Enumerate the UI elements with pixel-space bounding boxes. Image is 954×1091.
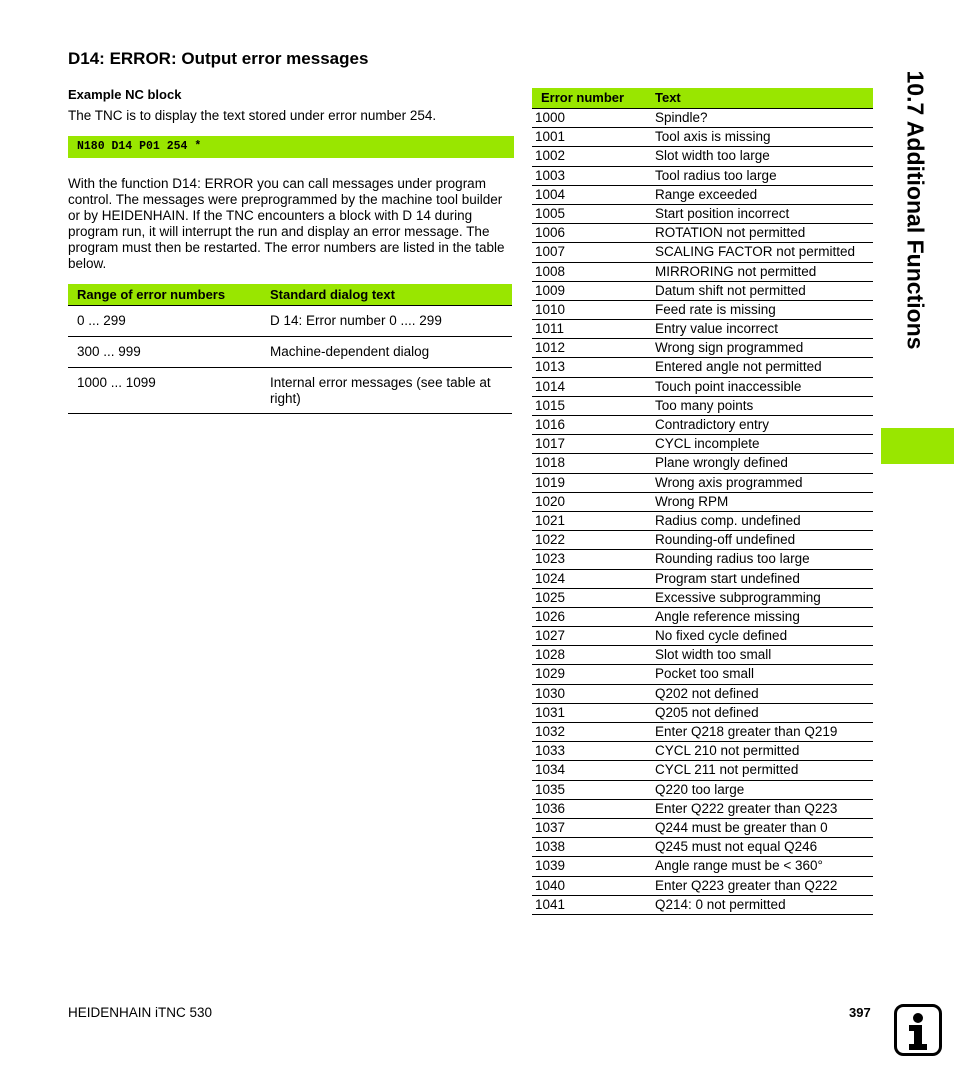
table-row [532,109,873,128]
error-text-cell: Pocket too small [655,666,755,682]
table-row [532,358,873,377]
range-table [68,284,512,414]
error-text-cell: Slot width too large [655,148,770,164]
dialog-text-cell: Machine-dependent dialog [270,344,430,359]
table-row [532,742,873,761]
error-number-cell: 1022 [535,532,566,548]
example-description: The TNC is to display the text stored under error number 254. [68,108,437,123]
table-row [532,531,873,550]
table-row [532,761,873,780]
error-text-cell: ROTATION not permitted [655,225,806,241]
error-text-cell: Tool axis is missing [655,129,771,145]
range-table-row [68,368,512,414]
error-table-body [532,109,873,915]
table-row [532,896,873,915]
error-number-cell: 1016 [535,417,566,432]
error-number-cell: 1011 [535,321,565,337]
error-text-cell: Angle range must be < 360° [655,858,823,874]
range-cell: 300 ... 999 [77,344,141,359]
table-row [532,665,873,684]
error-number-cell: 1017 [535,436,566,452]
error-number-cell: 1004 [535,186,566,202]
error-number-cell: 1033 [535,743,566,759]
error-text-cell: Wrong RPM [655,493,729,509]
error-text-cell: Contradictory entry [655,417,770,432]
error-number-cell: 1007 [535,244,566,260]
example-heading: Example NC block [68,87,182,102]
error-text-cell: Wrong axis programmed [655,474,803,490]
body-paragraph: With the function D14: ERROR you can call messages under program control. The messages were preprogrammed by the machine tool builder or by HEIDENHAIN. If the TNC encounters a block with D 14 during program run, it will interrupt the run and display an error message. The program must then be restarted. The error numbers are listed in the table below. [68,176,505,271]
info-icon [894,1004,942,1056]
error-number-cell: 1035 [535,781,566,797]
range-cell: 1000 ... 1099 [77,375,156,390]
error-number-cell: 1014 [535,378,566,394]
nc-code-block: N180 D14 P01 254 * [68,136,514,158]
error-number-cell: 1030 [535,685,566,701]
section-title: D14: ERROR: Output error messages [68,49,369,68]
table-row [532,378,873,397]
error-number-cell: 1028 [535,647,566,663]
table-row [532,397,873,416]
error-number-cell: 1038 [535,839,566,855]
error-number-cell: 1019 [535,474,566,490]
table-row [532,186,873,205]
error-number-cell: 1031 [535,704,566,720]
error-number-cell: 1034 [535,762,566,778]
error-text-cell: Q245 must not equal Q246 [655,839,818,855]
error-number-cell: 1025 [535,589,566,605]
error-header-number: Error number [541,90,625,105]
error-text-cell: CYCL 211 not permitted [655,762,799,778]
dialog-text-cell: Internal error messages (see table at right) [270,375,491,406]
error-text-cell: Slot width too small [655,647,772,663]
error-text-cell: Range exceeded [655,186,758,202]
dialog-text-cell: D 14: Error number 0 .... 299 [270,313,442,328]
error-number-cell: 1024 [535,570,566,586]
table-row [532,474,873,493]
table-row [532,512,873,531]
page-number: 397 [849,1005,871,1020]
error-number-cell: 1021 [535,512,566,528]
error-number-cell: 1013 [535,359,566,375]
error-text-cell: Enter Q222 greater than Q223 [655,800,838,816]
error-text-cell: CYCL 210 not permitted [655,743,800,759]
error-table [532,88,873,915]
error-text-cell: Rounding-off undefined [655,532,796,548]
error-number-cell: 1001 [535,129,566,145]
table-row [532,205,873,224]
error-text-cell: Spindle? [655,110,708,125]
error-text-cell: Q244 must be greater than 0 [655,819,828,835]
error-number-cell: 1037 [535,819,566,835]
error-number-cell: 1015 [535,397,566,413]
error-number-cell: 1010 [535,301,566,317]
table-row [532,243,873,262]
error-number-cell: 1020 [535,493,566,509]
table-row [532,570,873,589]
error-number-cell: 1003 [535,167,566,183]
table-row [532,589,873,608]
table-row [532,685,873,704]
range-table-row [68,337,512,368]
error-number-cell: 1029 [535,666,566,682]
error-number-cell: 1039 [535,858,566,874]
table-row [532,723,873,742]
error-text-cell: Touch point inaccessible [655,378,802,394]
table-row [532,857,873,876]
error-text-cell: Q220 too large [655,781,745,797]
table-row [532,167,873,186]
range-header-col2: Standard dialog text [270,287,395,302]
error-text-cell: Entered angle not permitted [655,359,822,375]
error-text-cell: Q205 not defined [655,704,759,720]
table-row [532,435,873,454]
error-number-cell: 1032 [535,724,566,739]
table-row [532,128,873,147]
error-text-cell: Start position incorrect [655,205,790,221]
error-text-cell: Program start undefined [655,570,800,586]
error-text-cell: Q214: 0 not permitted [655,896,786,912]
error-text-cell: Entry value incorrect [655,321,779,337]
chapter-side-title-text: 10.7 Additional Functions [902,70,929,350]
footer-product-name: HEIDENHAIN iTNC 530 [68,1005,213,1020]
error-text-cell: Too many points [655,397,754,413]
table-row [532,454,873,473]
error-number-cell: 1002 [535,148,566,164]
error-text-cell: No fixed cycle defined [655,628,788,644]
table-row [532,646,873,665]
range-table-header [68,284,512,306]
error-text-cell: Q202 not defined [655,685,759,701]
table-row [532,800,873,819]
table-row [532,301,873,320]
table-row [532,493,873,512]
table-row [532,704,873,723]
table-row [532,282,873,301]
error-text-cell: Angle reference missing [655,608,800,624]
table-row [532,819,873,838]
error-number-cell: 1023 [535,551,566,567]
error-number-cell: 1008 [535,263,566,279]
table-row [532,416,873,435]
error-number-cell: 1006 [535,225,566,241]
error-table-header [532,88,873,109]
error-number-cell: 1005 [535,205,566,221]
table-row [532,224,873,243]
error-header-text: Text [655,90,681,105]
error-text-cell: Datum shift not permitted [655,282,806,298]
error-text-cell: Enter Q218 greater than Q219 [655,724,838,739]
table-row [532,147,873,166]
chapter-side-title [880,50,950,370]
table-row [532,320,873,339]
error-text-cell: Tool radius too large [655,167,777,183]
table-row [532,263,873,282]
error-text-cell: CYCL incomplete [655,436,760,452]
error-number-cell: 1040 [535,877,566,893]
range-header-col1: Range of error numbers [77,287,226,302]
error-text-cell: MIRRORING not permitted [655,263,817,279]
error-text-cell: Plane wrongly defined [655,455,788,471]
chapter-thumb-tab [881,428,954,464]
error-text-cell: Feed rate is missing [655,301,776,317]
table-row [532,608,873,627]
table-row [532,339,873,358]
error-number-cell: 1036 [535,800,566,816]
error-number-cell: 1041 [535,896,566,912]
error-text-cell: SCALING FACTOR not permitted [655,244,856,260]
error-text-cell: Radius comp. undefined [655,512,801,528]
table-row [532,877,873,896]
error-text-cell: Enter Q223 greater than Q222 [655,877,838,893]
table-row [532,550,873,569]
error-text-cell: Wrong sign programmed [655,340,804,356]
table-row [532,627,873,646]
table-row [532,781,873,800]
range-cell: 0 ... 299 [77,313,126,328]
error-number-cell: 1012 [535,340,566,356]
error-number-cell: 1000 [535,110,566,125]
table-row [532,838,873,857]
error-text-cell: Rounding radius too large [655,551,810,567]
error-number-cell: 1009 [535,282,566,298]
error-number-cell: 1018 [535,455,566,471]
range-table-row [68,306,512,337]
error-number-cell: 1027 [535,628,566,644]
error-text-cell: Excessive subprogramming [655,589,821,605]
error-number-cell: 1026 [535,608,566,624]
